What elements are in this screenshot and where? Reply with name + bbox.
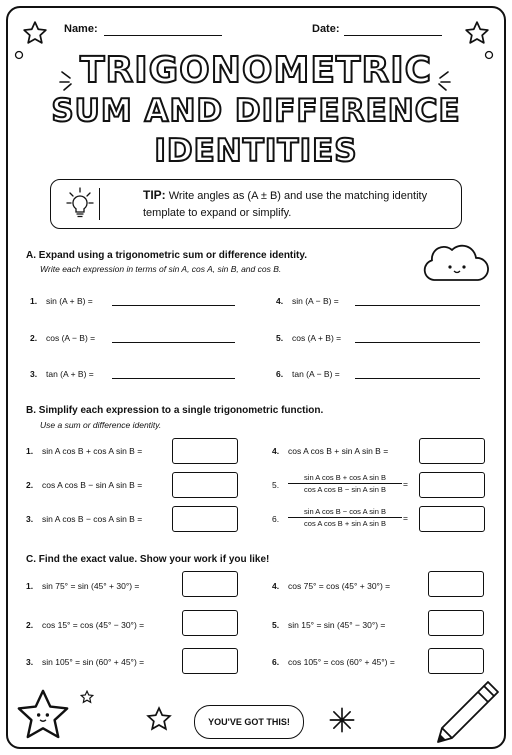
tip-box xyxy=(50,179,462,229)
section-b-q5-num: 5. xyxy=(272,480,280,490)
section-b-q6-num: 6. xyxy=(272,514,280,524)
star-icon xyxy=(464,20,490,46)
section-b-q5-fraction xyxy=(288,472,402,495)
tip-text: Write angles as (A ± B) and use the matching identity template to expand or simplify. xyxy=(143,190,428,219)
answer-box[interactable] xyxy=(172,472,238,498)
pencil-icon xyxy=(430,680,500,746)
answer-line[interactable] xyxy=(355,342,480,343)
answer-line[interactable] xyxy=(355,378,480,379)
answer-box[interactable] xyxy=(182,571,238,597)
sparkle-icon xyxy=(58,68,82,92)
section-a-title: A. Expand using a trigonometric sum or difference identity. xyxy=(26,250,307,261)
numerator: sin A cos B + cos A sin B xyxy=(288,472,402,484)
section-a-q5: 5. cos (A + B) = xyxy=(276,333,342,343)
name-field[interactable] xyxy=(104,35,222,36)
title-line-3: IDENTITIES xyxy=(154,133,358,169)
star-icon xyxy=(80,690,94,704)
answer-box[interactable] xyxy=(428,648,484,674)
denominator: cos A cos B − sin A sin B xyxy=(304,485,386,494)
answer-box[interactable] xyxy=(419,472,485,498)
section-b-subtitle: Use a sum or difference identity. xyxy=(40,420,162,430)
section-b-q2: 2. cos A cos B − sin A sin B = xyxy=(26,480,143,490)
tip-divider xyxy=(99,188,100,220)
answer-line[interactable] xyxy=(112,342,235,343)
answer-line[interactable] xyxy=(112,378,235,379)
answer-box[interactable] xyxy=(172,506,238,532)
section-c-title: C. Find the exact value. Show your work if you like! xyxy=(26,554,270,565)
title-line-1: TRIGONOMETRIC xyxy=(79,50,433,91)
encouragement-badge: YOU'VE GOT THIS! xyxy=(194,705,304,739)
section-c-q2: 2. cos 15° = cos (45° − 30°) = xyxy=(26,620,145,630)
name-label: Name: xyxy=(64,23,98,35)
star-icon xyxy=(14,686,72,744)
answer-box[interactable] xyxy=(428,610,484,636)
section-b-q6-fraction xyxy=(288,506,402,529)
answer-box[interactable] xyxy=(419,506,485,532)
sparkle-icon xyxy=(328,706,356,734)
section-b-title: B. Simplify each expression to a single trigonometric function. xyxy=(26,405,324,416)
answer-box[interactable] xyxy=(182,610,238,636)
star-icon xyxy=(146,706,172,732)
tip-label: TIP: xyxy=(143,188,166,202)
section-c-q4: 4. cos 75° = cos (45° + 30°) = xyxy=(272,581,391,591)
lightbulb-icon xyxy=(65,186,95,222)
cloud-icon xyxy=(420,240,492,286)
title-line-2: SUM AND DIFFERENCE xyxy=(51,93,461,129)
section-c-q5: 5. sin 15° = sin (45° − 30°) = xyxy=(272,620,386,630)
sparkle-icon xyxy=(428,68,452,92)
answer-line[interactable] xyxy=(355,305,480,306)
date-label: Date: xyxy=(312,23,340,35)
section-b-q1: 1. sin A cos B + cos A sin B = xyxy=(26,446,143,456)
answer-line[interactable] xyxy=(112,305,235,306)
answer-box[interactable] xyxy=(419,438,485,464)
section-a-q6: 6. tan (A − B) = xyxy=(276,369,340,379)
section-a-q4: 4. sin (A − B) = xyxy=(276,296,339,306)
answer-box[interactable] xyxy=(428,571,484,597)
section-a-subtitle: Write each expression in terms of sin A, cos A, sin B, and cos B. xyxy=(40,264,282,274)
denominator: cos A cos B + sin A sin B xyxy=(304,519,386,528)
equals-sign: = xyxy=(403,479,408,489)
numerator: sin A cos B − cos A sin B xyxy=(288,506,402,518)
section-a-q3: 3. tan (A + B) = xyxy=(30,369,94,379)
section-b-q3: 3. sin A cos B − cos A sin B = xyxy=(26,514,143,524)
equals-sign: = xyxy=(403,513,408,523)
answer-box[interactable] xyxy=(172,438,238,464)
section-c-q3: 3. sin 105° = sin (60° + 45°) = xyxy=(26,657,145,667)
date-field[interactable] xyxy=(344,35,442,36)
section-c-q1: 1. sin 75° = sin (45° + 30°) = xyxy=(26,581,140,591)
section-a-q1: 1. sin (A + B) = xyxy=(30,296,93,306)
section-b-q4: 4. cos A cos B + sin A sin B = xyxy=(272,446,389,456)
star-icon xyxy=(22,20,48,46)
section-a-q2: 2. cos (A − B) = xyxy=(30,333,96,343)
section-c-q6: 6. cos 105° = cos (60° + 45°) = xyxy=(272,657,395,667)
answer-box[interactable] xyxy=(182,648,238,674)
